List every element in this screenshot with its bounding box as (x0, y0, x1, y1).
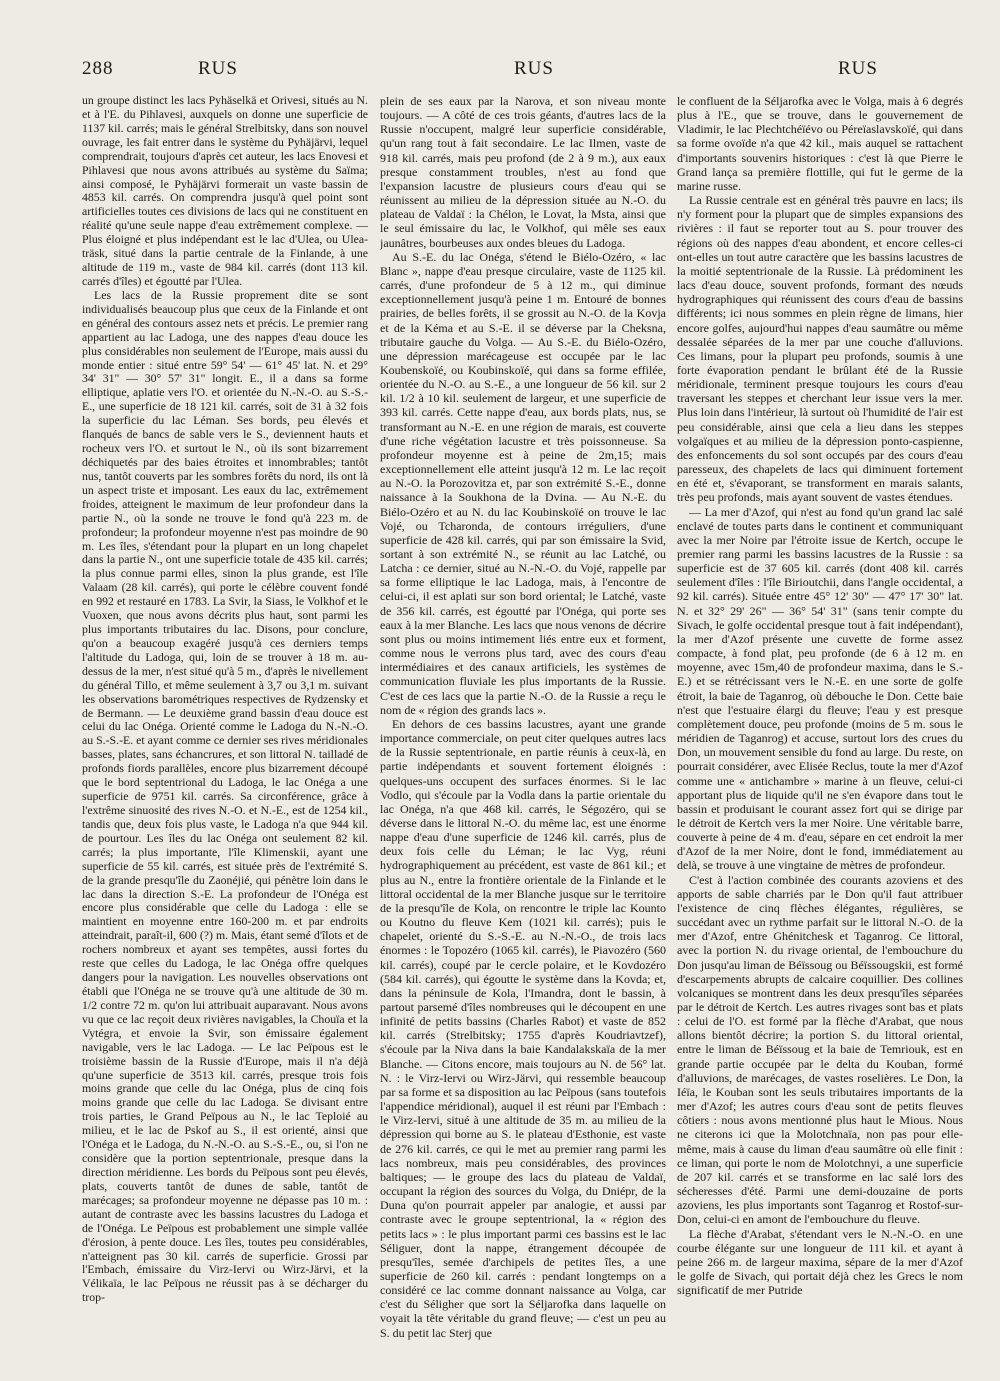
running-title-center: RUS (514, 58, 554, 79)
paragraph: C'est à l'action combinée des courants azoviens et des apports de sable charriés par le Don qu'il faut attribuer l'existence de cinq flèches élégantes, régulières, se succédant avec un rythme parfait sur le littoral N.-O. de la mer d'Azof, entre Ghénitchesk et Taganrog. Ce littoral, avec la portion N. du rivage oriental, de l'embouchure du Don jusqu'au liman de Béïssoug ou Béïssougskii, est formé d'escarpements abrupts de calcaire coquillier. Des collines volcaniques se montrent dans les deux presqu'îles séparées par le détroit de Kertch. Les autres rivages sont bas et plats : celui de l'O. est formé par la flèche d'Arabat, que nous allons bientôt décrire; la portion S. du littoral oriental, entre le liman de Béïssoug et la baie de Temriouk, est en grande partie occupée par le delta du Kouban, formé d'alluvions, de marécages, de vastes roselières. Le Don, la Iéïa, le Kouban sont les seuls tributaires importants de la mer d'Azof; les autres cours d'eau sont de petits fleuves côtiers : nous avons mentionné plus haut le Mious. Nous ne citerons ici que la Molotchnaïa, non pas pour elle-même, mais à cause du liman d'eau saumâtre où elle finit : ce liman, qui porte le nom de Molotchnyi, a une superficie de 207 kil. carrés et se transforme en lac salé lors des sécheresses d'été. Parmi une demi-douzaine de ports azoviens, les plus importants sont Taganrog et Rostof-sur-Don, celui-ci en amont de l'embouchure du fleuve. (677, 872, 963, 1227)
paragraph: plein de ses eaux par la Narova, et son niveau monte toujours. — A côté de ces trois géants, d'autres lacs de la Russie n'occupent, malgré leur superficie considérable, qu'un rang tout à fait secondaire. Le lac Ilmen, vaste de 918 kil. carrés, mais peu profond (de 2 à 9 m.), aux eaux presque constamment troubles, n'est au fond que l'expansion lacustre de plusieurs cours d'eau qui se réunissent au milieu de la dépression située au N.-O. du plateau de Valdaï : la Chélon, le Lovat, la Msta, ainsi que le seul émissaire du lac, le Volkhof, qui mêle ses eaux jaunâtres, bourbeuses aux ondes bleues du Ladoga. (380, 94, 666, 250)
text-column-1 (82, 94, 368, 1346)
paragraph: Les lacs de la Russie proprement dite se sont individualisés beaucoup plus que ceux de la Finlande et ont en général des contours assez nets et précis. Le premier rang appartient au lac Ladoga, une des nappes d'eau douce les plus considérables non seulement de l'Europe, mais aussi du monde entier : situé entre 59° 54' — 61° 45' lat. N. et 29° 34' 31" — 30° 57' 31" longit. E., il a dans sa forme elliptique, aplatie vers l'O. et orientée du N.-N.-O. au S.-S.-E., une superficie de 18 121 kil. carrés, soit de 31 à 32 fois la superficie du lac Léman. Ses bords, peu élevés et flanqués de bancs de sable vers le S., deviennent hauts et rocheux vers l'O. et surtout le N., où ils sont bizarrement déchiquetés par des baies étroites et innombrables; tantôt nus, tantôt couverts par les sombres forêts du nord, ils ont là un aspect triste et imposant. Les eaux du lac, extrêmement froides, atteignent le maximum de leur profondeur dans la partie N., où la sonde ne trouve le fond qu'à 223 m. de profondeur; la profondeur moyenne n'est pas moindre de 90 m. Les îles, s'étendant pour la plupart en un long chapelet dans la partie N., ont une superficie totale de 435 kil. carrés; la plus connue parmi elles, sinon la plus grande, est l'île Valaam (28 kil. carrés), qui porte le célèbre couvent fondé en 992 et restauré en 1783. La Svir, la Siass, le Volkhof et le Vuoxen, que nous avons décrits plus haut, sont parmi les plus importants tributaires du lac. Disons, pour conclure, qu'on a beaucoup exagéré jusqu'à ces derniers temps l'altitude du Ladoga, qui, loin de se trouver à 18 m. au-dessus de la mer, n'est situé qu'à 5 m., d'après le nivellement du général Tillo, et même seulement à 3,7 ou 3,1 m. suivant les observations barométriques respectives de Rydzensky et de Bermann. — Le deuxième grand bassin d'eau douce est celui du lac Onéga. Orienté comme le Ladoga du N.-N.-O. au S.-S.-E. et ayant comme ce dernier ses rives méridionales basses, plates, sans échancrures, et son littoral N. tailladé de profonds fiords parallèles, encore plus bizarrement découpé que le bord septentrional du Ladoga, le lac Onéga a une superficie de 9751 kil. carrés. Sa circonférence, grâce à l'extrême sinuosité des rives N.-O. et N.-E., est de 1254 kil., tandis que, deux fois plus vaste, le Ladoga n'a que 944 kil. de pourtour. Les îles du lac Onéga ont seulement 82 kil. carrés; la plus importante, l'île Klimenskii, ayant une superficie de 55 kil. carrés, est située près de l'extrémité S. de la grande presqu'île du Zaonéjié, qui pénètre loin dans le lac dans la direction S.-E. La profondeur de l'Onéga est encore plus considérable que celle du Ladoga : elle se maintient en moyenne entre 160-200 m. et par endroits atteindrait, paraît-il, 600 (?) m. Mais, étant semé d'îlots et de rochers nombreux et ayant ses tempêtes, aussi fortes du reste que celles du Ladoga, le lac Onéga offre quelques dangers pour la navigation. Les nouvelles observations ont établi que l'Onéga ne se trouve qu'à une altitude de 30 m. 1/2 contre 72 m. qu'on lui attribuait auparavant. Nous avons vu que ce lac reçoit deux rivières navigables, la Chouïa et la Vytégra, et envoie la Svir, son émissaire également navigable, vers le lac Ladoga. — Le lac Peïpous est le troisième bassin de la Russie d'Europe, mais il n'a déjà qu'une superficie de 3513 kil. carrés, presque trois fois moins grande que celle du lac Onéga, plus de cinq fois moins grande que celle du lac Ladoga. Se divisant entre trois parties, le Grand Peïpous au N., le lac Teploié au milieu, et le lac de Pskof au S., il est orienté, ainsi que l'Onéga et le Ladoga, du N.-N.-O. au S.-S.-E., ou, si l'on ne considère que la portion septentrionale, presque dans la direction méridienne. Les bords du Peïpous sont peu élevés, plats, couverts tantôt de dunes de sable, tantôt de marécages; sa profondeur moyenne ne dépasse pas 10 m. : autant de contraste avec les bassins lacustres du Ladoga et de l'Onéga. Le Peïpous est probablement une simple vallée d'érosion, à pente douce. Les îles, toutes peu considérables, n'atteignent pas 30 kil. carrés de superficie. Grossi par l'Embach, émissaire du Virz-Iervi ou Wirz-Järvi, et la Vélikaïa, le lac Peïpous ne réussit pas à se décharger du trop- (82, 287, 368, 1305)
running-title-right: RUS (838, 58, 878, 79)
paragraph: Au S.-E. du lac Onéga, s'étend le Biélo-Ozéro, « lac Blanc », nappe d'eau presque circulaire, vaste de 1125 kil. carrés, d'une profondeur de 5 à 12 m., qui diminue exceptionnellement jusqu'à peine 1 m. Entouré de bonnes prairies, de belles forêts, il se grossit au N.-O. de la Kovja et de la Kéma et au S.-E. il se déverse par la Cheksna, tributaire gauche du Volga. — Au S.-E. du Biélo-Ozéro, une dépression marécageuse est occupée par le lac Koubenskoïé, ou Koubinskoïé, qui dans sa forme effilée, orientée du N.-O. au S.-E., a une longueur de 56 kil. sur 2 kil. 1/2 à 10 kil. seulement de largeur, et une superficie de 393 kil. carrés. Cette nappe d'eau, aux bords plats, nus, se transformant au N.-E. en une région de marais, est couverte d'une riche végétation lacustre et très poissonneuse. Sa profondeur moyenne est à peine de 2m,15; mais exceptionnellement elle atteint jusqu'à 12 m. Le lac reçoit au N.-O. la Porozovitza et, par son extrémité S.-E., donne naissance à la Soukhona de la Dvina. — Au N.-E. du Biélo-Ozéro et au N. du lac Koubinskoïé on trouve le lac Vojé, ou Tcharonda, de contours irréguliers, d'une superficie de 428 kil. carrés, qui par son émissaire la Svid, sortant à son extrémité N., se réunit au lac Latché, ou Latcha : ce dernier, situé au N.-N.-O. du Vojé, rappelle par sa forme elliptique le lac Ladoga, mais, à l'encontre de celui-ci, il est aplati sur son bord oriental; le Latché, vaste de 356 kil. carrés, est égoutté par l'Onéga, qui porte ses eaux à la mer Blanche. Les lacs que nous venons de décrire sont plus ou moins intimement liés entre eux et forment, comme nous le verrons plus tard, avec des cours d'eau intermédiaires et des canaux artificiels, les systèmes de communication fluviale les plus importants de la Russie. C'est de ces lacs que la partie N.-O. de la Russie a reçu le nom de « région des grands lacs ». (380, 249, 666, 717)
paragraph: La Russie centrale est en général très pauvre en lacs; ils n'y forment pour la plupart que de simples expansions des rivières : il faut se reporter tout au S. pour trouver des régions où des nappes d'eau abondent, et encore celles-ci ont-elles un tout autre caractère que les bassins lacustres de la moitié septentrionale de la Russie. Là prédominent les lacs d'eau douce, souvent profonds, formant des nœuds hydrographiques qui réunissent des cours d'eau de bassins différents; ici nous sommes en plein règne de limans, hier encore golfes, aujourd'hui nappes d'eau saumâtre ou même dessalée séparées de la mer par une couche d'alluvions. Ces limans, pour la plupart peu profonds, soumis à une forte évaporation pendant le brûlant été de la Russie méridionale, terminent presque toujours les cours d'eau traversant les steppes et cherchant leur issue vers la mer. Plus loin dans l'intérieur, là surtout où l'humidité de l'air est peu considérable, ainsi que cela a lieu dans les steppes volgaïques et au milieu de la dépression ponto-caspienne, des enfoncements du sol sont occupés par des cours d'eau paresseux, des chapelets de lacs qui diminuent fortement en été et, s'évaporant, se transforment en marais salants, très peu profonds, mais ayant souvent de vastes étendues. (677, 193, 963, 505)
running-title-left: RUS (198, 58, 238, 79)
text-column-3 (677, 94, 963, 1346)
paragraph: En dehors de ces bassins lacustres, ayant une grande importance commerciale, on peut citer quelques autres lacs de la Russie septentrionale, en partie réunis à ceux-là, en partie indépendants et souvent fortement éloignés : quelques-uns occupent des surfaces énormes. Si le lac Vodlo, qui s'écoule par la Vodla dans la partie orientale du lac Onéga, n'a que 468 kil. carrés, le Ségozéro, qui se déverse dans le littoral N.-O. du même lac, est une énorme nappe d'eau d'une superficie de 1246 kil. carrés, plus de deux fois celle du Léman; le lac Vyg, réuni hydrographiquement au précédent, est vaste de 861 kil.; et plus au N., entre la frontière orientale de la Finlande et le littoral occidental de la mer Blanche jusque sur le territoire de la presqu'île de Kola, on rencontre le triple lac Kounto ou Koutno du fleuve Kem (1021 kil. carrés); puis le chapelet, orienté du S.-S.-E. au N.-N.-O., de trois lacs énormes : le Topozéro (1065 kil. carrés), le Piavozéro (560 kil. carrés), coupé par le cercle polaire, et le Kovdozéro (584 kil. carrés), qui égoutte le système dans la Kovda; et, dans la péninsule de Kola, l'Imandra, dont le bassin, à partout parsemé d'îles nombreuses qui le découpent en une infinité de petits bassins (Charles Rabot) et vaste de 852 kil. carrés (Strelbitsky; 1755 d'après Koudriavtzef), s'écoule par la Niva dans la baie Kandalakskaïa de la mer Blanche. — Citons encore, mais toujours au N. de 56° lat. N. : le Virz-Iervi ou Wirz-Järvi, qui ressemble beaucoup par sa forme et sa disposition au lac Peïpous (sans toutefois l'appendice méridional), auquel il est réuni par l'Embach : le Virz-Iervi, situé à une altitude de 35 m. au milieu de la dépression qui borne au S. le plateau d'Esthonie, est vaste de 276 kil. carrés, ce qui le met au premier rang parmi les lacs nombreux, mais peu considérables, des provinces baltiques; — le groupe des lacs du plateau de Valdaï, occupant la région des sources du Volga, du Dniépr, de la Duna qu'on pourrait appeler par analogie, et aussi par contraste avec le groupe septentrional, la « région des petits lacs » : le plus important parmi ces bassins est le lac Séliguer, dont la nappe, étrangement découpée de presqu'îles, semée d'archipels de petites îles, a une superficie de 260 kil. carrés : pendant longtemps on a considéré ce lac comme donnant naissance au Volga, car c'est du Séligher que sort la Séljarofka dans laquelle on voyait la tête véritable du grand fleuve; — c'est un peu au S. du petit lac Sterj que (380, 716, 666, 1340)
text-column-2 (380, 94, 666, 1346)
running-header (82, 58, 962, 84)
paragraph: La flèche d'Arabat, s'étendant vers le N.-N.-O. en une courbe élégante sur une longueur de 111 kil. et ayant à peine 266 m. de largeur maxima, sépare de la mer d'Azof le golfe de Sivach, qui portait déjà chez les Grecs le nom significatif de mer Putride (677, 1226, 963, 1298)
paragraph: — La mer d'Azof, qui n'est au fond qu'un grand lac salé enclavé de toutes parts dans le continent et communiquant avec la mer Noire par l'étroite issue de Kertch, occupe le premier rang parmi les bassins lacustres de la Russie : sa superficie est de 37 605 kil. carrés (dont 408 kil. carrés seulement d'îles : l'île Birioutchii, dans l'angle occidental, a 92 kil. carrés). Située entre 45° 12' 30" — 47° 17' 30" lat. N. et 32° 29' 26" — 36° 54' 31" (sans tenir compte du Sivach, le golfe occidental presque tout à fait indépendant), la mer d'Azof présente une cuvette de forme assez compacte, à fond plat, peu profonde (de 6 à 12 m. en moyenne, avec 15m,40 de profondeur maxima, dans le S.-E.) et se rétrécissant vers le N.-E. en une sorte de golfe étroit, la baie de Taganrog, où débouche le Don. Cette baie n'est que l'estuaire élargi du fleuve; l'eau y est presque complètement douce, peu profonde (moins de 5 m. sous le méridien de Taganrog) et accuse, surtout lors des crues du Don, un mouvement sensible du fond au large. Du reste, on pourrait considérer, avec Elisée Reclus, toute la mer d'Azof comme une « antichambre » marine à un fleuve, celui-ci apportant plus de liquide qu'il ne s'en évapore dans tout le bassin et produisant le courant assez fort qui se dirige par le détroit de Kertch vers la mer Noire. Une véritable barre, couverte à peine de 4 m. d'eau, sépare en cet endroit la mer d'Azof de la mer Noire, dont le fond, immédiatement au delà, se trouve à une vingtaine de mètres de profondeur. (677, 504, 963, 873)
page-number: 288 (82, 58, 114, 79)
paragraph: le confluent de la Séljarofka avec le Volga, mais à 6 degrés plus à l'E., que se trouve, dans le gouvernement de Vladimir, le lac Plechtchéïévo ou Péreïaslavskoïé, qui dans sa forme ovoïde n'a que 42 kil., mais auquel se rattachent d'importants souvenirs historiques : c'est là que Pierre le Grand lança sa première flottille, qui fut le germe de la marine russe. (677, 94, 963, 193)
paragraph: un groupe distinct les lacs Pyhäselkä et Orivesi, situés au N. et à l'E. du Pihlavesi, auxquels on donne une superficie de 1137 kil. carrés; mais le général Strelbitsky, dans son nouvel ouvrage, les fait entrer dans le système du Pyhäjärvi, lequel comprendrait, toujours d'après cet auteur, les lacs Enovesi et Pihlavesi que nous avons attribués au système du Saïma; ainsi composé, le Pyhäjärvi formerait un vaste bassin de 4853 kil. carrés. On comprendra jusqu'à quel point sont artificielles toutes ces divisions de lacs qui ne constituent en réalité qu'une seule nappe d'eau extrêmement complexe. — Plus éloigné et plus indépendant est le lac d'Ulea, ou Ulea-träsk, situé dans la partie centrale de la Finlande, à une altitude de 119 m., vaste de 984 kil. carrés (dont 113 kil. carrés d'îles) et égoutté par l'Ulea. (82, 94, 368, 288)
